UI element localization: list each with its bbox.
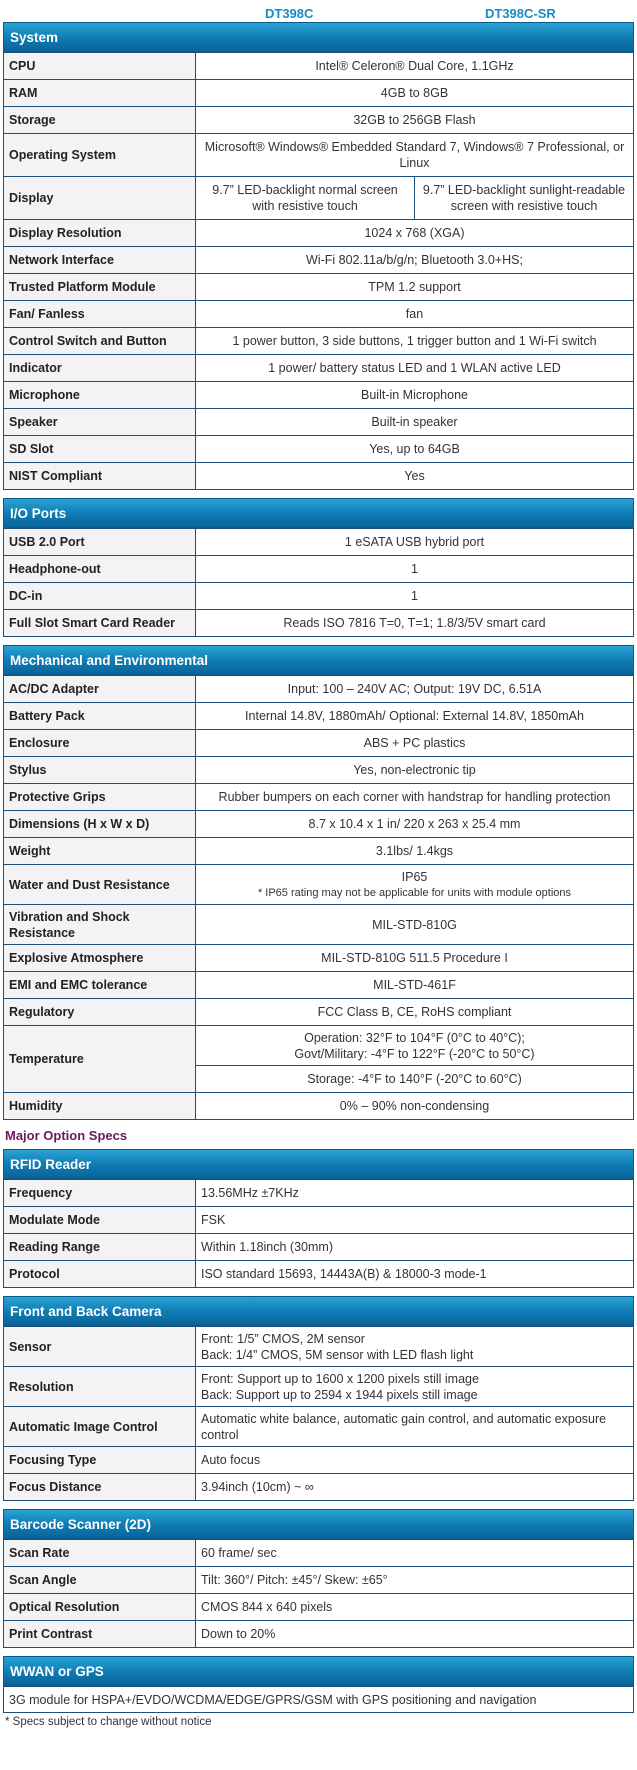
row-label: Stylus <box>4 757 196 784</box>
row-label: Scan Rate <box>4 1540 196 1567</box>
table-row <box>4 529 634 556</box>
row-value: FCC Class B, CE, RoHS compliant <box>196 999 634 1026</box>
row-value: 4GB to 8GB <box>196 80 634 107</box>
row-label: Storage <box>4 107 196 134</box>
model-dt398c-sr: DT398C-SR <box>485 6 556 21</box>
row-label: Regulatory <box>4 999 196 1026</box>
row-value: 1 power/ battery status LED and 1 WLAN active LED <box>196 355 634 382</box>
table-row <box>4 1234 634 1261</box>
row-label: Humidity <box>4 1093 196 1120</box>
row-value: Automatic white balance, automatic gain control, and automatic exposure control <box>196 1407 634 1447</box>
row-value: fan <box>196 301 634 328</box>
sensor-front: Front: 1/5” CMOS, 2M sensor <box>201 1331 365 1346</box>
row-value <box>196 865 634 905</box>
row-label: USB 2.0 Port <box>4 529 196 556</box>
row-value: 13.56MHz ±7KHz <box>196 1180 634 1207</box>
row-label: Sensor <box>4 1327 196 1367</box>
table-row <box>4 1474 634 1501</box>
row-label: Protective Grips <box>4 784 196 811</box>
row-value: 1 eSATA USB hybrid port <box>196 529 634 556</box>
table-row <box>4 1594 634 1621</box>
table-row <box>4 1207 634 1234</box>
row-label: Modulate Mode <box>4 1207 196 1234</box>
row-value: 1 power button, 3 side buttons, 1 trigger button and 1 Wi-Fi switch <box>196 328 634 355</box>
rfid-table <box>3 1179 634 1288</box>
table-row <box>4 1621 634 1648</box>
wwan-table <box>3 1686 634 1713</box>
row-label: Scan Angle <box>4 1567 196 1594</box>
table-row <box>4 436 634 463</box>
row-value: Rubber bumpers on each corner with handstrap for handling protection <box>196 784 634 811</box>
row-value: TPM 1.2 support <box>196 274 634 301</box>
row-label: Indicator <box>4 355 196 382</box>
camera-table <box>3 1326 634 1501</box>
table-row <box>4 610 634 637</box>
mech-table <box>3 675 634 1120</box>
io-table <box>3 528 634 637</box>
row-label: Operating System <box>4 134 196 177</box>
row-value: 8.7 x 10.4 x 1 in/ 220 x 263 x 25.4 mm <box>196 811 634 838</box>
row-value: Within 1.18inch (30mm) <box>196 1234 634 1261</box>
row-value: Down to 20% <box>196 1621 634 1648</box>
table-row <box>4 409 634 436</box>
row-label: Optical Resolution <box>4 1594 196 1621</box>
row-value: Microsoft® Windows® Embedded Standard 7, Windows® 7 Professional, or Linux <box>196 134 634 177</box>
table-row <box>4 1567 634 1594</box>
row-value-dt398c-sr: 9.7” LED-backlight sunlight-readable screen with resistive touch <box>415 177 634 220</box>
temp-storage: Storage: -4°F to 140°F (-20°C to 60°C) <box>196 1066 634 1093</box>
row-value: ISO standard 15693, 14443A(B) & 18000-3 mode-1 <box>196 1261 634 1288</box>
table-row <box>4 784 634 811</box>
row-label: Temperature <box>4 1026 196 1093</box>
temp-operation: Operation: 32°F to 104°F (0°C to 40°C); <box>304 1030 525 1045</box>
table-row <box>4 1327 634 1367</box>
row-label: NIST Compliant <box>4 463 196 490</box>
model-dt398c: DT398C <box>265 6 314 21</box>
row-label: Focus Distance <box>4 1474 196 1501</box>
row-value: 1024 x 768 (XGA) <box>196 220 634 247</box>
table-row <box>4 676 634 703</box>
table-row <box>4 274 634 301</box>
table-row <box>4 945 634 972</box>
row-label: Print Contrast <box>4 1621 196 1648</box>
row-value: 3.1lbs/ 1.4kgs <box>196 838 634 865</box>
row-value: Intel® Celeron® Dual Core, 1.1GHz <box>196 53 634 80</box>
row-label: Focusing Type <box>4 1447 196 1474</box>
footer-note: * Specs subject to change without notice <box>5 1716 212 1728</box>
row-label: Dimensions (H x W x D) <box>4 811 196 838</box>
row-value: MIL-STD-461F <box>196 972 634 999</box>
row-value: FSK <box>196 1207 634 1234</box>
temp-military: Govt/Military: -4°F to 122°F (-20°C to 50°C) <box>294 1046 535 1061</box>
row-label: CPU <box>4 53 196 80</box>
row-label: Trusted Platform Module <box>4 274 196 301</box>
row-value: 1 <box>196 583 634 610</box>
row-value: Yes, up to 64GB <box>196 436 634 463</box>
row-label: Fan/ Fanless <box>4 301 196 328</box>
table-row <box>4 1026 634 1066</box>
table-row <box>4 134 634 177</box>
row-value: ABS + PC plastics <box>196 730 634 757</box>
row-value: Auto focus <box>196 1447 634 1474</box>
row-value <box>196 1327 634 1367</box>
table-row <box>4 583 634 610</box>
major-option-specs-title: Major Option Specs <box>5 1128 128 1143</box>
row-value: Yes, non-electronic tip <box>196 757 634 784</box>
table-row <box>4 1447 634 1474</box>
row-value: Built-in Microphone <box>196 382 634 409</box>
table-row <box>4 730 634 757</box>
row-value: Internal 14.8V, 1880mAh/ Optional: External 14.8V, 1850mAh <box>196 703 634 730</box>
row-value: Wi-Fi 802.11a/b/g/n; Bluetooth 3.0+HS; <box>196 247 634 274</box>
row-label: RAM <box>4 80 196 107</box>
row-label: Reading Range <box>4 1234 196 1261</box>
table-row <box>4 757 634 784</box>
row-label: Vibration and Shock Resistance <box>4 905 196 945</box>
row-value <box>196 1367 634 1407</box>
row-label: Display Resolution <box>4 220 196 247</box>
row-label: DC-in <box>4 583 196 610</box>
row-label: Speaker <box>4 409 196 436</box>
table-row <box>4 556 634 583</box>
row-value: MIL-STD-810G 511.5 Procedure I <box>196 945 634 972</box>
row-label: SD Slot <box>4 436 196 463</box>
row-label: Full Slot Smart Card Reader <box>4 610 196 637</box>
row-value: 0% – 90% non-condensing <box>196 1093 634 1120</box>
table-row <box>4 1367 634 1407</box>
barcode-table <box>3 1539 634 1648</box>
ip-rating-note: * IP65 rating may not be applicable for units with module options <box>257 886 572 899</box>
table-row <box>4 703 634 730</box>
table-row <box>4 463 634 490</box>
table-row <box>4 1540 634 1567</box>
table-row <box>4 811 634 838</box>
table-row <box>4 1261 634 1288</box>
table-row <box>4 355 634 382</box>
table-row <box>4 905 634 945</box>
row-value: 1 <box>196 556 634 583</box>
row-label: Explosive Atmosphere <box>4 945 196 972</box>
row-value-dt398c: 9.7” LED-backlight normal screen with resistive touch <box>196 177 415 220</box>
row-value: CMOS 844 x 640 pixels <box>196 1594 634 1621</box>
section-camera-header: Front and Back Camera <box>3 1296 634 1326</box>
row-value: Reads ISO 7816 T=0, T=1; 1.8/3/5V smart card <box>196 610 634 637</box>
row-value: Tilt: 360°/ Pitch: ±45°/ Skew: ±65° <box>196 1567 634 1594</box>
row-label: Battery Pack <box>4 703 196 730</box>
row-value: 3.94inch (10cm) ~ ∞ <box>196 1474 634 1501</box>
table-row <box>4 1687 634 1713</box>
row-value: 32GB to 256GB Flash <box>196 107 634 134</box>
row-label: Control Switch and Button <box>4 328 196 355</box>
section-rfid-header: RFID Reader <box>3 1149 634 1179</box>
table-row <box>4 838 634 865</box>
table-row <box>4 972 634 999</box>
row-value: 60 frame/ sec <box>196 1540 634 1567</box>
row-label: Automatic Image Control <box>4 1407 196 1447</box>
sensor-back: Back: 1/4” CMOS, 5M sensor with LED flash light <box>201 1347 474 1362</box>
table-row <box>4 328 634 355</box>
row-label: AC/DC Adapter <box>4 676 196 703</box>
row-value: Input: 100 – 240V AC; Output: 19V DC, 6.51A <box>196 676 634 703</box>
row-value: Yes <box>196 463 634 490</box>
row-label: Weight <box>4 838 196 865</box>
section-system-header: System <box>3 22 634 52</box>
row-label: Protocol <box>4 1261 196 1288</box>
table-row <box>4 80 634 107</box>
row-value: Built-in speaker <box>196 409 634 436</box>
row-label: Enclosure <box>4 730 196 757</box>
table-row <box>4 1407 634 1447</box>
table-row <box>4 382 634 409</box>
row-label: Frequency <box>4 1180 196 1207</box>
table-row <box>4 247 634 274</box>
resolution-front: Front: Support up to 1600 x 1200 pixels still image <box>201 1371 479 1386</box>
table-row <box>4 1093 634 1120</box>
row-label: Network Interface <box>4 247 196 274</box>
table-row <box>4 220 634 247</box>
ip-rating: IP65 <box>401 869 428 884</box>
table-row <box>4 865 634 905</box>
section-io-header: I/O Ports <box>3 498 634 528</box>
system-table <box>3 52 634 490</box>
row-value: 3G module for HSPA+/EVDO/WCDMA/EDGE/GPRS/GSM with GPS positioning and navigation <box>4 1687 634 1713</box>
row-label: Display <box>4 177 196 220</box>
row-label: Resolution <box>4 1367 196 1407</box>
table-row <box>4 1180 634 1207</box>
table-row <box>4 999 634 1026</box>
row-value: MIL-STD-810G <box>196 905 634 945</box>
row-label: Water and Dust Resistance <box>4 865 196 905</box>
row-label: EMI and EMC tolerance <box>4 972 196 999</box>
table-row <box>4 301 634 328</box>
table-row <box>4 107 634 134</box>
row-value <box>196 1026 634 1066</box>
table-row <box>4 53 634 80</box>
row-label: Microphone <box>4 382 196 409</box>
model-header <box>0 0 637 22</box>
section-mech-header: Mechanical and Environmental <box>3 645 634 675</box>
resolution-back: Back: Support up to 2594 x 1944 pixels still image <box>201 1387 478 1402</box>
section-wwan-header: WWAN or GPS <box>3 1656 634 1686</box>
table-row <box>4 177 634 220</box>
section-barcode-header: Barcode Scanner (2D) <box>3 1509 634 1539</box>
row-label: Headphone-out <box>4 556 196 583</box>
